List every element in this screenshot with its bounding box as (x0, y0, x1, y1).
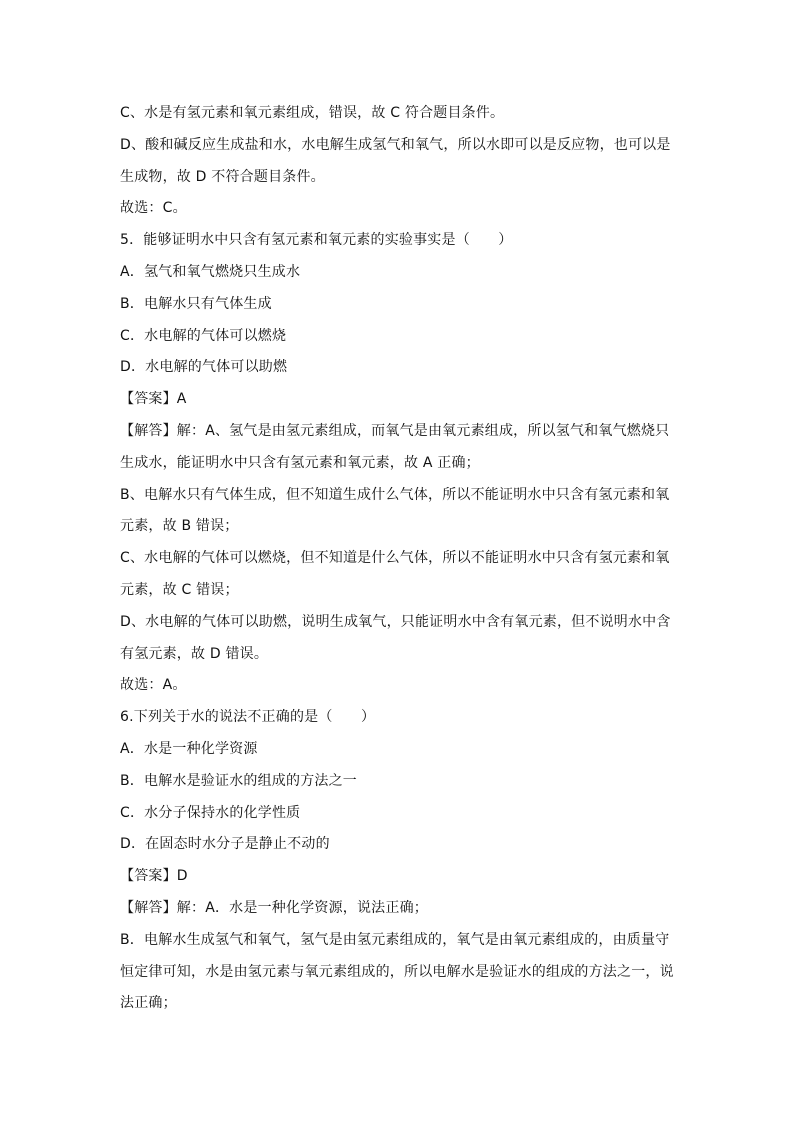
text-line: 法正确； (120, 995, 177, 1012)
question-6-option-a: A．水是一种化学资源 (120, 740, 258, 757)
question-5-option-d: D．水电解的气体可以助燃 (120, 359, 288, 376)
question-6-answer: 【答案】D (120, 868, 188, 885)
text-line: 生成物，故 D 不符合题目条件。 (120, 168, 325, 185)
text-line: 元素，故 C 错误； (120, 581, 239, 598)
question-6-option-c: C．水分子保持水的化学性质 (120, 804, 301, 821)
question-5-solution: 【解答】解：A、氢气是由氢元素组成，而氧气是由氧元素组成，所以氢气和氧气燃烧只 (120, 422, 670, 439)
text-line: B、电解水只有气体生成，但不知道生成什么气体，所以不能证明水中只含有氢元素和氧 (120, 486, 670, 503)
question-5-answer: 【答案】A (120, 391, 187, 408)
text-line: D、水电解的气体可以助燃，说明生成氧气，只能证明水中含有氧元素，但不说明水中含 (120, 613, 671, 630)
text-line: C、水是有氢元素和氧元素组成，错误，故 C 符合题目条件。 (120, 105, 505, 121)
text-line: 有氢元素，故 D 错误。 (120, 645, 269, 662)
text-line: 生成水，能证明水中只含有氢元素和氧元素，故 A 正确； (120, 454, 480, 471)
document-body (120, 98, 680, 1020)
question-6-option-d: D．在固态时水分子是静止不动的 (120, 836, 330, 853)
question-5-option-b: B．电解水只有气体生成 (120, 295, 272, 312)
question-6-option-b: B．电解水是验证水的组成的方法之一 (120, 772, 358, 789)
text-line: C、水电解的气体可以燃烧，但不知道是什么气体，所以不能证明水中只含有氢元素和氧 (120, 550, 670, 567)
question-5-option-a: A．氢气和氧气燃烧只生成水 (120, 263, 301, 280)
text-line: B．电解水生成氢气和氧气，氢气是由氢元素组成的，氧气是由氧元素组成的，由质量守 (120, 931, 670, 948)
text-line: D、酸和碱反应生成盐和水，水电解生成氢气和氧气，所以水即可以是反应物，也可以是 (120, 136, 671, 153)
text-line: 故选：C。 (120, 200, 187, 217)
question-5-option-c: C．水电解的气体可以燃烧 (120, 327, 287, 344)
question-6-solution: 【解答】解：A．水是一种化学资源，说法正确； (120, 899, 428, 916)
text-line: 故选：A。 (120, 677, 187, 694)
question-6-stem: 6.下列关于水的说法不正确的是（ ） (120, 709, 376, 726)
question-5-stem: 5．能够证明水中只含有氢元素和氧元素的实验事实是（ ） (120, 232, 513, 249)
text-line: 恒定律可知，水是由氢元素与氧元素组成的，所以电解水是验证水的组成的方法之一，说 (120, 963, 674, 980)
text-line: 元素，故 B 错误； (120, 518, 239, 535)
